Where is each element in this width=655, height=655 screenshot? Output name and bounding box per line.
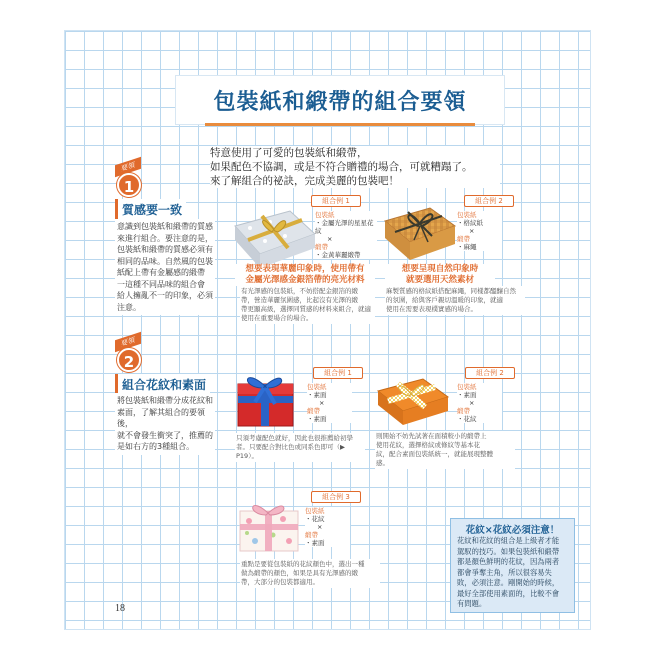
desc-line: 使用在需要表現樸實感的場合。 [386,305,477,313]
title-box [175,75,505,125]
badge-label: 要領 [115,332,141,352]
note-text [457,536,570,610]
section1-body [115,219,215,315]
body-line: 素面，了解其組合的要領後， [117,407,205,428]
body-line: 一這種不同品味的組合會 [117,279,205,289]
section2-heading: 組合花紋和素面 [115,374,210,395]
paper-value: ・花紋 [305,515,325,523]
paper-value: ・格紋紙 [457,219,483,227]
ribbon-label: 緞帶 [307,407,320,415]
desc-line: 使用在重要場合的場合。 [241,314,313,322]
note-line: 敗，必須注意。剛開始的時候， [457,578,560,587]
body-line: 是如右方的3種組合。 [117,442,195,451]
note-line: 都是顏色鮮明的花紋，因為兩者 [457,557,560,566]
body-line: 注意。 [117,302,141,312]
note-title: 花紋×花紋必須注意！ [465,525,560,536]
paper-label: 包裝紙 [305,507,325,515]
badge-number: 1 [117,173,141,197]
note-line: 花紋和花紋的組合是上級者才能 [457,536,560,545]
page-title: 包裝紙和緞帶的組合要領 [213,89,467,115]
caption-line: 想要表現華麗印象時，使用帶有 [245,264,365,274]
example-tag: 組合例 2 [465,367,515,379]
times-sign: × [319,399,325,407]
desc-line: 帶，大部分的包裝都適用。 [241,578,319,586]
example-spec [307,383,352,423]
example-description [375,431,515,469]
example-tag: 組合例 1 [313,367,363,379]
paper-value: ・素面 [307,391,327,399]
desc-line: 只須考慮配色就好，因此也很推薦給初學 [236,434,353,442]
plaid-gift-box-image [380,196,460,266]
example-spec [315,211,377,259]
intro-text [210,146,500,188]
page [64,30,591,630]
note-line: 駕馭的技巧。如果包裝紙和緞帶 [457,546,560,556]
section2-body [115,393,215,455]
times-sign: × [327,235,333,243]
ribbon-value: ・金黃華麗緞帶 [315,251,361,259]
example-caption [385,264,495,286]
note-line: 有問題。 [457,599,487,608]
intro-line: 如果配色不協調，或是不符合贈禮的場合，可就糟蹋了。 [210,161,473,173]
body-line: 紙配上帶有金屬感的緞帶 [117,268,205,277]
example-description [235,433,365,462]
red-gift-box-image [233,366,303,431]
ribbon-label: 緞帶 [457,235,470,243]
example-tag: 組合例 2 [464,195,514,207]
section1-badge [115,161,143,203]
desc-line: 紋，配合素面包裝紙統一，就能展現整體 [376,450,493,458]
example-description [385,286,525,315]
desc-line: 做為緞帶的顏色，如果是具有光澤感的緞 [241,569,358,577]
example-spec [457,211,502,251]
example-description [240,286,375,324]
caption-line: 金屬光澤感金銀箔帶的亮光材料 [245,275,365,285]
times-sign: × [469,227,475,235]
desc-line: 者。只要配合對比色或同系色即可（▶ [236,443,345,451]
desc-line: 使用花紋，選擇格紋或條紋等基本花 [376,441,480,449]
times-sign: × [469,399,475,407]
title-underline [205,123,475,126]
orange-gift-box-image [373,369,453,429]
ribbon-label: 緞帶 [457,407,470,415]
ribbon-label: 緞帶 [305,531,318,539]
desc-line: P19）。 [236,452,258,460]
ribbon-value: ・素面 [305,539,325,547]
paper-label: 包裝紙 [457,211,477,219]
intro-line: 來了解組合的祕訣，完成美麗的包裝吧！ [210,175,399,187]
example-spec [305,507,350,547]
intro-line: 特意使用了可愛的包裝紙和緞帶， [210,147,368,159]
paper-label: 包裝紙 [457,383,477,391]
desc-line: 有光澤感的包裝紙，不妨搭配金銀箔的緞 [241,287,358,295]
ribbon-value: ・素面 [307,415,327,423]
desc-line: 帶更顯高級，選擇同質感的材料來組合，就適 [241,305,371,313]
example-caption [235,264,375,286]
body-line: 包裝紙和緞帶的質感必須有 [117,245,213,254]
paper-value: ・金屬光澤的星星花紋 [315,219,374,235]
badge-number: 2 [117,348,141,372]
body-line: 將包裝紙和緞帶分成花紋和 [117,396,213,405]
desc-line: 麻製質感的格紋紙搭配麻繩，同樣都醞釀自然 [386,287,516,295]
desc-line: 的氛圍，給與客戶親切溫暖的印象，就適 [386,296,503,304]
ribbon-value: ・麻繩 [457,243,477,251]
caption-line: 就要選用天然素材 [405,275,474,285]
desc-line: 重點是要從包裝紙的花紋顏色中，選出一種 [241,560,365,568]
section2-badge [115,336,143,378]
times-sign: × [317,523,323,531]
example-tag: 組合例 3 [311,491,361,503]
silver-gift-box-image [230,196,320,271]
body-line: 就不會發生衝突了，推薦的 [117,430,213,440]
example-spec [457,383,502,423]
example-description [240,559,380,588]
badge-label: 要領 [115,157,141,177]
ribbon-value: ・花紋 [457,415,477,423]
body-line: 來進行組合。要注意的是， [117,233,213,243]
desc-line: 感。 [376,459,389,467]
pattern-warning-box [450,518,575,613]
note-line: 最好全部使用素面的，比較不會 [457,588,560,598]
desc-line: 帶，營造華麗氛圍感，比起沒有光澤的緞 [241,296,358,304]
example-tag: 組合例 1 [311,195,361,207]
body-line: 相同的品味。自然風的包裝 [117,256,213,266]
paper-label: 包裝紙 [307,383,327,391]
note-line: 都會爭奪主角，所以很容易失 [457,567,552,577]
paper-value: ・素面 [457,391,477,399]
caption-line: 想要呈現自然印象時 [401,264,479,274]
paper-label: 包裝紙 [315,211,335,219]
section1-heading: 質感要一致 [115,199,186,220]
page-number: 18 [115,603,125,614]
floral-gift-box-image [235,491,305,556]
ribbon-label: 緞帶 [315,243,328,251]
desc-line: 則開始不妨先試著在面積較小的緞帶上 [376,432,487,440]
body-line: 意識到包裝紙和緞帶的質感 [117,222,213,231]
body-line: 給人擁亂不一的印象，必須 [117,291,213,300]
